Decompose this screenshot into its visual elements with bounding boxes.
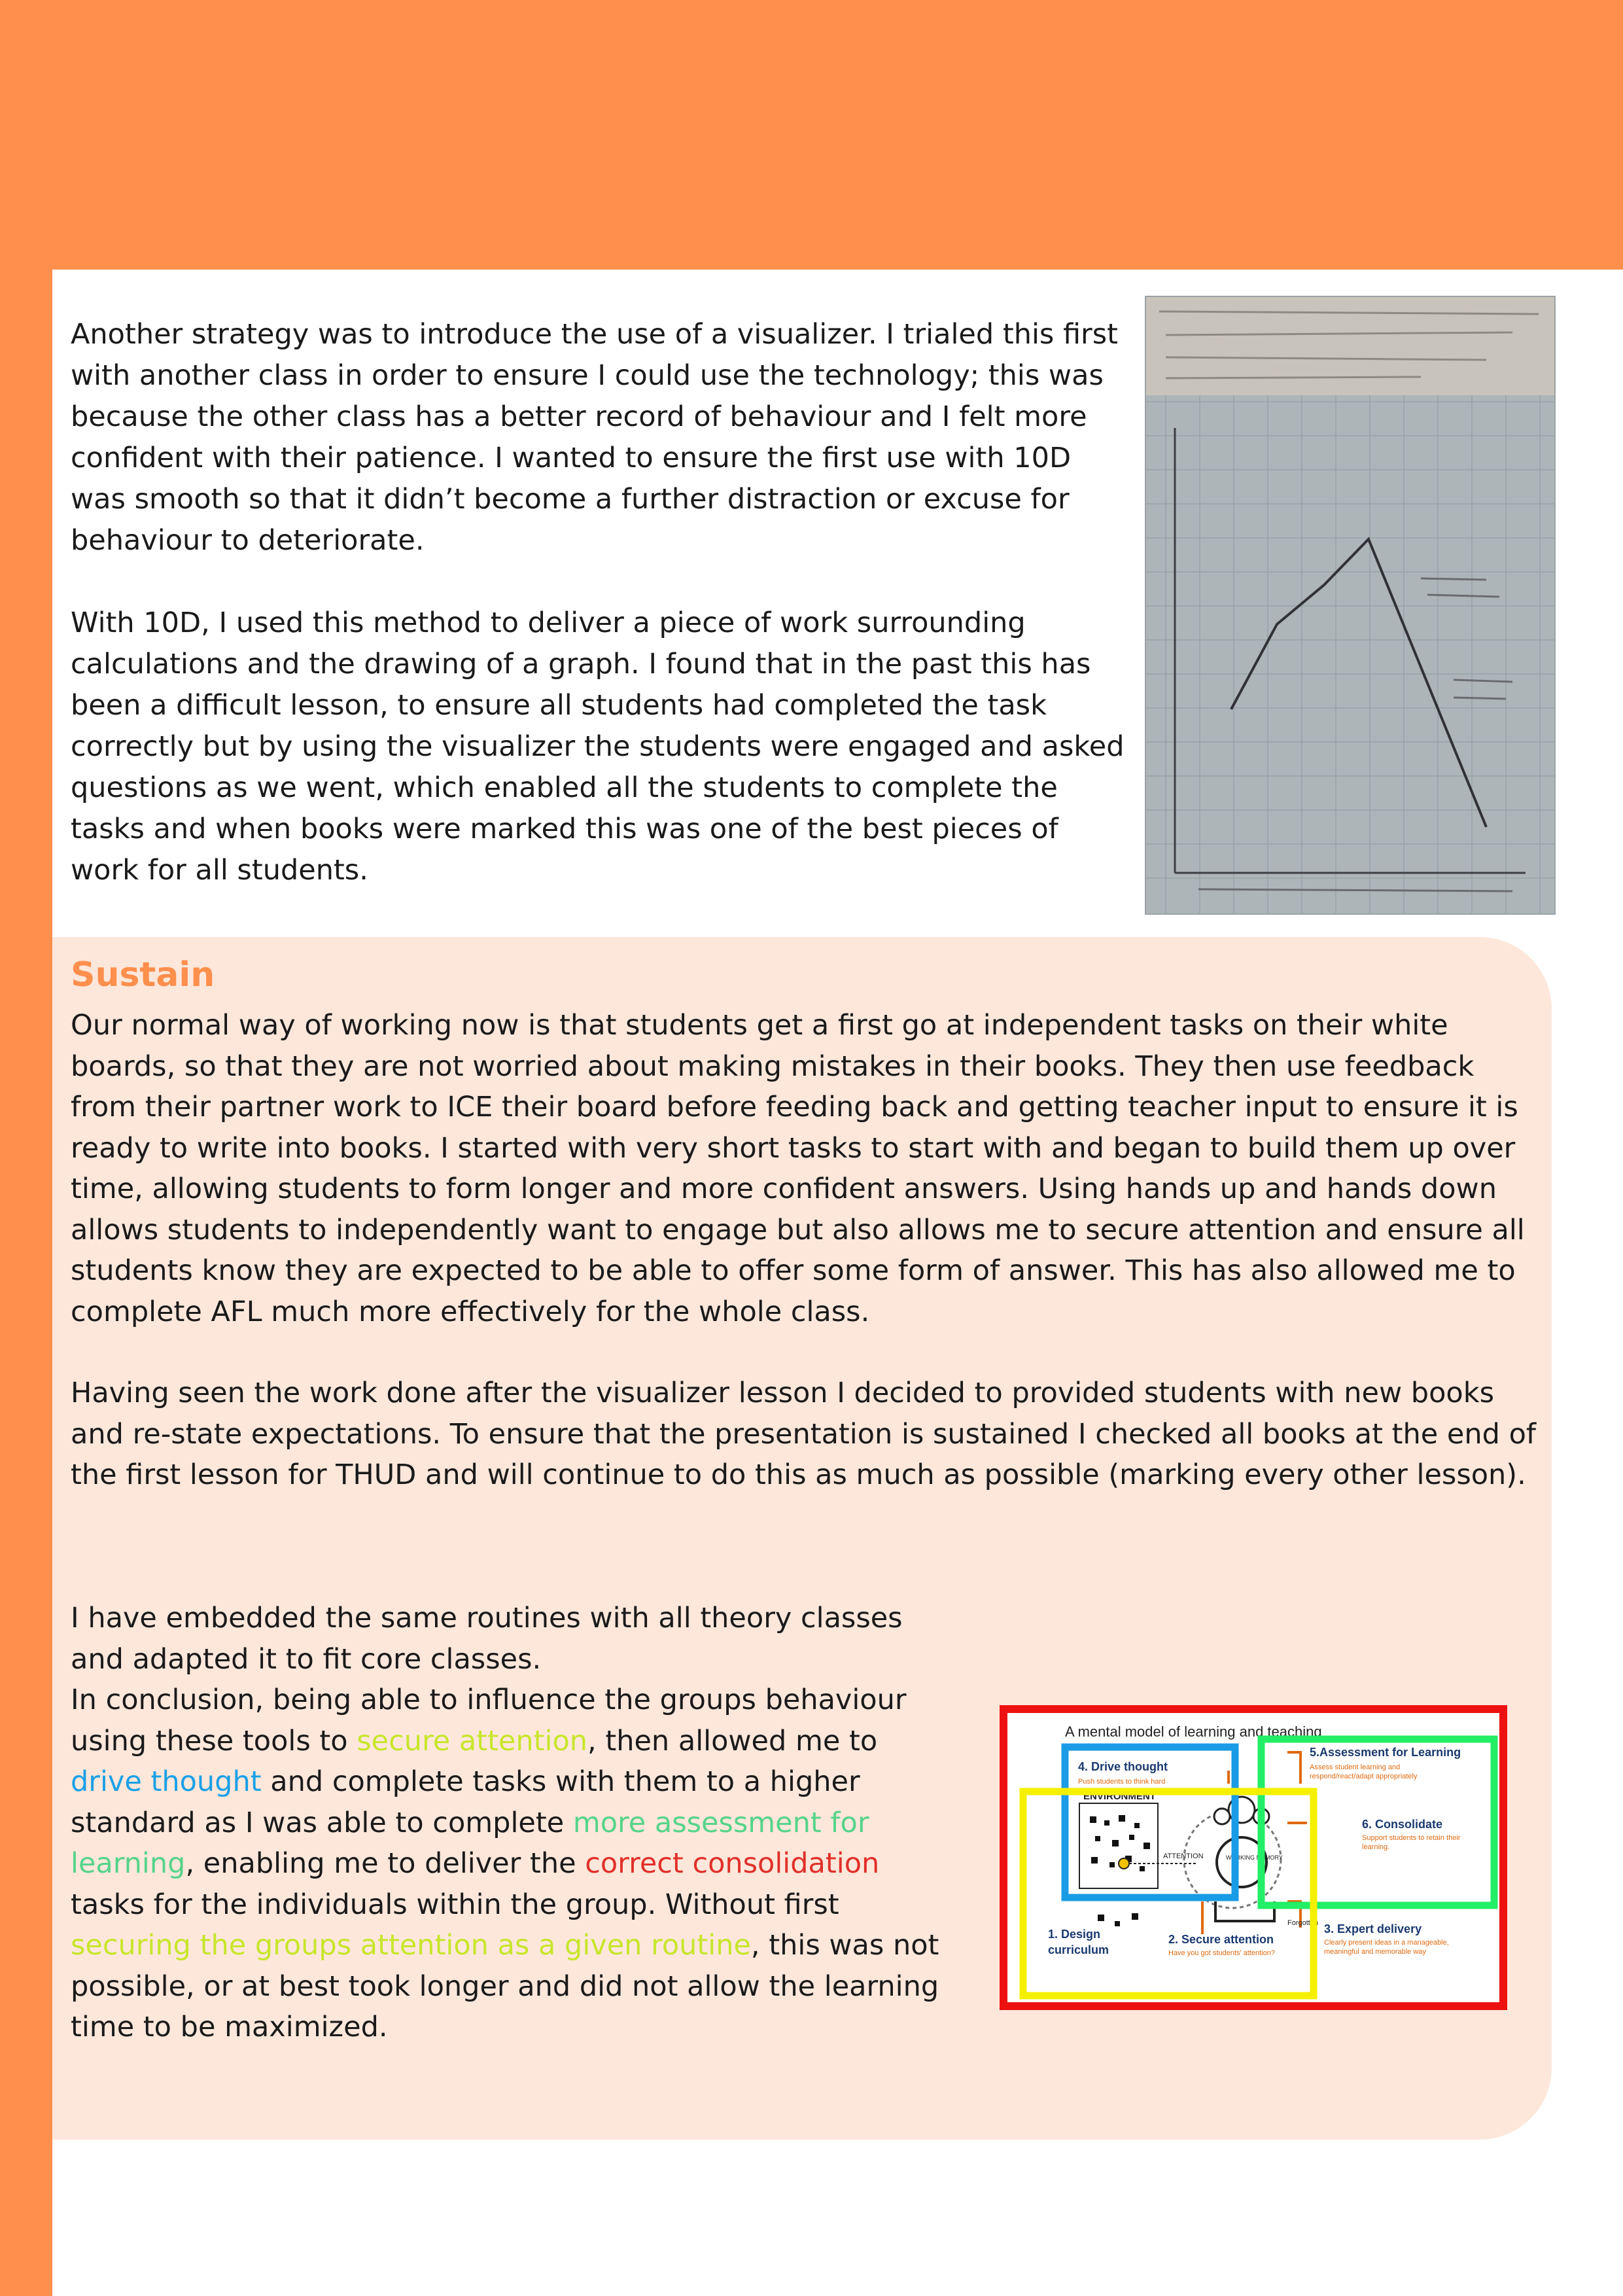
model-afl-sub-1: Assess student learning and: [1310, 1763, 1401, 1771]
conclusion-text-1: In conclusion, being able to influence the groups behaviour using these tools to: [71, 1684, 907, 1757]
model-consolidate-sub-2: learning.: [1362, 1843, 1390, 1851]
conclusion-text-3: and complete tasks with them to a higher standard as I was able to complete: [71, 1765, 860, 1839]
sustain-heading: Sustain: [71, 955, 215, 995]
model-afl: 5.Assessment for Learning: [1310, 1746, 1461, 1759]
mental-model-figure: [1000, 1705, 1507, 2010]
model-drive-thought-sub: Push students to think hard: [1078, 1778, 1166, 1786]
highlight-assessment-for-learning: more assessment for learning: [71, 1806, 869, 1880]
model-expert-delivery: 3. Expert delivery: [1324, 1922, 1422, 1935]
intro-paragraph-2: With 10D, I used this method to deliver a piece of work surrounding calculations and the drawing of a graph. I found that in the past this has been a difficult lesson, to ensure all students had completed the task correctly but by using the visualizer the students were engaged and asked questions as we went, which enabled all the students to complete the tasks and when books were marked this was one of the best pieces of work for all students.: [71, 607, 1125, 887]
model-drive-thought: 4. Drive thought: [1078, 1760, 1168, 1773]
sustain-paragraph-1: Our normal way of working now is that students get a first go at independent tasks on their white boards, so that they are not worried about making mistakes in their books. They then use feedback from their partner work to ICE their board before feeding back and getting teacher input to ensure it is ready to write into books. I started with very short tasks to start with and began to build them up over time, allowing students to form longer and more confident answers. Using hands up and hands down allows students to independently want to engage but also allows me to secure attention and ensure all students know they are expected to be able to offer some form of answer. This has also allowed me to complete AFL much more effectively for the whole class.: [71, 1009, 1525, 1328]
conclusion-line-1: I have embedded the same routines with all theory classes and adapted it to fit core classes.: [71, 1602, 903, 1676]
highlight-securing-attention-routine: securing the groups attention as a given routine: [71, 1929, 751, 1962]
highlight-drive-thought: drive thought: [71, 1765, 262, 1798]
model-attention-label: ATTENTION: [1163, 1852, 1204, 1860]
model-design-1: 1. Design: [1048, 1928, 1101, 1941]
conclusion-paragraph: [71, 1680, 954, 2048]
model-consolidate: 6. Consolidate: [1362, 1818, 1443, 1831]
student-graph-photo: [1145, 296, 1556, 915]
model-title: A mental model of learning and teaching: [1065, 1723, 1322, 1740]
model-forgotten-label: Forgotten: [1287, 1919, 1319, 1927]
model-consolidate-sub-1: Support students to retain their: [1362, 1834, 1461, 1842]
model-expert-delivery-sub-1: Clearly present ideas in a manageable,: [1324, 1939, 1449, 1947]
sustain-paragraph-2: Having seen the work done after the visualizer lesson I decided to provided students with new books and re-state expectations. To ensure that the presentation is sustained I checked all books at the end of the first lesson for THUD and will continue to do this as much as possible (marking every other lesson).: [71, 1377, 1537, 1491]
left-margin-band: [0, 0, 52, 2296]
intro-section: [71, 314, 1130, 932]
conclusion-section: [71, 1598, 954, 2048]
model-secure-attention: 2. Secure attention: [1168, 1933, 1274, 1946]
model-expert-delivery-sub-2: meaningful and memorable way: [1324, 1948, 1426, 1956]
model-secure-attention-sub: Have you got students' attention?: [1168, 1949, 1275, 1957]
conclusion-text-6: , this was not possible, or at best took longer and did not allow the learning time to be maximized.: [71, 1929, 939, 2043]
intro-paragraph-1: Another strategy was to introduce the use of a visualizer. I trialed this first with another class in order to ensure I could use the technology; this was because the other class has a better record of behaviour and I felt more confident with their patience. I wanted to ensure the first use with 10D was smooth so that it didn’t become a further distraction or excuse for behaviour to deteriorate.: [71, 318, 1118, 557]
highlight-correct-consolidation: correct consolidation: [585, 1847, 880, 1880]
highlight-secure-attention: secure attention: [357, 1724, 588, 1757]
header-band: [0, 0, 1623, 270]
model-design-2: curriculum: [1048, 1943, 1109, 1956]
sustain-section: [71, 1005, 1543, 1514]
conclusion-text-4: , enabling me to deliver the: [185, 1847, 585, 1880]
conclusion-text-2: , then allowed me to: [587, 1724, 878, 1757]
model-environment-label: ENVIRONMENT: [1083, 1791, 1156, 1802]
model-afl-sub-2: respond/react/adapt appropriately: [1310, 1773, 1418, 1780]
model-working-memory-label: WORKING MEMORY: [1226, 1854, 1283, 1861]
conclusion-text-5: tasks for the individuals within the group. Without first: [71, 1888, 839, 1921]
